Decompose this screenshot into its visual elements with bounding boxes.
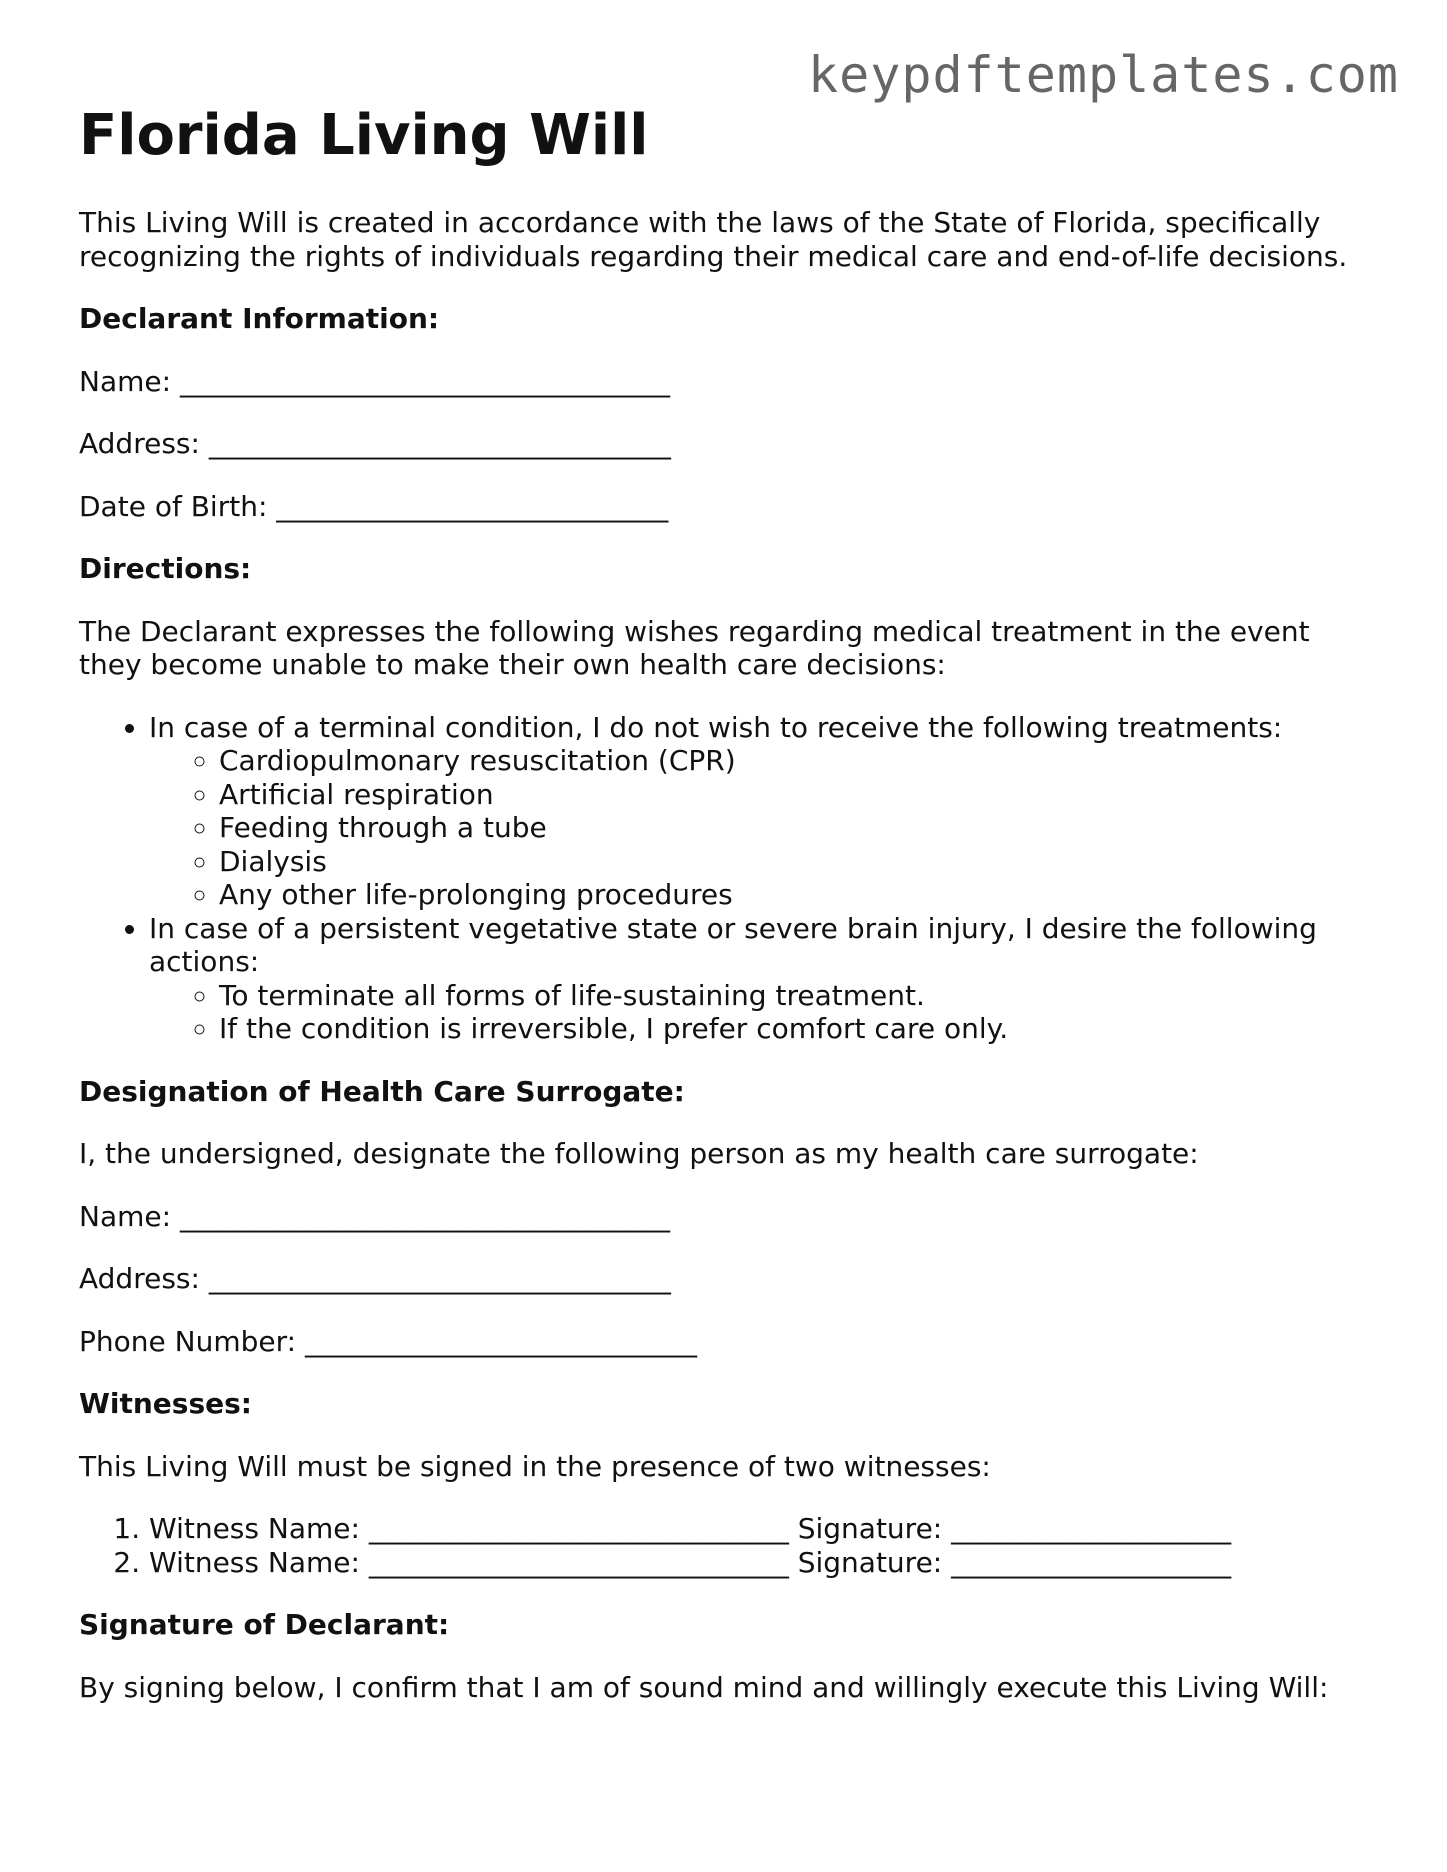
signature-heading: Signature of Declarant: bbox=[79, 1608, 450, 1641]
signature-paragraph: By signing below, I confirm that I am of sound mind and willingly execute this Living Will: bbox=[79, 1670, 1329, 1704]
document-body bbox=[79, 206, 1379, 1733]
witness-item: 2. Witness Name: ______________________________ Signature: ____________________ bbox=[149, 1546, 1379, 1580]
list-item bbox=[149, 711, 1379, 912]
list-item: ◦ Feeding through a tube bbox=[219, 811, 1379, 845]
surrogate-name-field: Name: ___________________________________ bbox=[79, 1199, 670, 1233]
witnesses-heading: Witnesses: bbox=[79, 1387, 252, 1420]
list-item: ◦ To terminate all forms of life-sustaining treatment. bbox=[219, 979, 1379, 1013]
surrogate-phone-field: Phone Number: ____________________________ bbox=[79, 1324, 697, 1358]
directions-heading: Directions: bbox=[79, 552, 252, 585]
directions-list bbox=[79, 711, 1379, 1046]
list-item: ◦ Cardiopulmonary resuscitation (CPR) bbox=[219, 744, 1379, 778]
intro-paragraph: This Living Will is created in accordance with the laws of the State of Florida, specifically recognizing the rights of individuals regarding their medical care and end-of-life decisions. bbox=[79, 206, 1348, 273]
list-item: ◦ If the condition is irreversible, I prefer comfort care only. bbox=[219, 1012, 1379, 1046]
declarant-heading: Declarant Information: bbox=[79, 302, 440, 335]
witnesses-paragraph: This Living Will must be signed in the presence of two witnesses: bbox=[79, 1449, 991, 1483]
surrogate-address-field: Address: _________________________________ bbox=[79, 1262, 671, 1295]
actions-sublist bbox=[149, 979, 1379, 1046]
surrogate-heading: Designation of Health Care Surrogate: bbox=[79, 1074, 685, 1108]
list-item-text: In case of a persistent vegetative state or severe brain injury, I desire the following actions: bbox=[149, 911, 1317, 978]
page-title: Florida Living Will bbox=[79, 103, 649, 168]
declarant-dob-field: Date of Birth: ____________________________ bbox=[79, 489, 669, 523]
directions-paragraph: The Declarant expresses the following wishes regarding medical treatment in the event they become unable to make their own health care decisions: bbox=[79, 614, 1310, 681]
declarant-address-field: Address: _________________________________ bbox=[79, 427, 671, 460]
surrogate-paragraph: I, the undersigned, designate the following person as my health care surrogate: bbox=[79, 1137, 1199, 1170]
list-item-text: In case of a terminal condition, I do not wish to receive the following treatments: bbox=[149, 710, 1283, 744]
list-item bbox=[149, 912, 1379, 1046]
watermark: keypdftemplates.com bbox=[808, 46, 1399, 104]
treatments-sublist bbox=[149, 744, 1379, 912]
witness-item: 1. Witness Name: ______________________________ Signature: ____________________ bbox=[149, 1512, 1379, 1546]
list-item: ◦ Dialysis bbox=[219, 845, 1379, 879]
declarant-name-field: Name: ___________________________________ bbox=[79, 364, 670, 398]
list-item: ◦ Any other life-prolonging procedures bbox=[219, 878, 1379, 912]
witnesses-list bbox=[79, 1512, 1379, 1579]
list-item: ◦ Artificial respiration bbox=[219, 778, 1379, 812]
